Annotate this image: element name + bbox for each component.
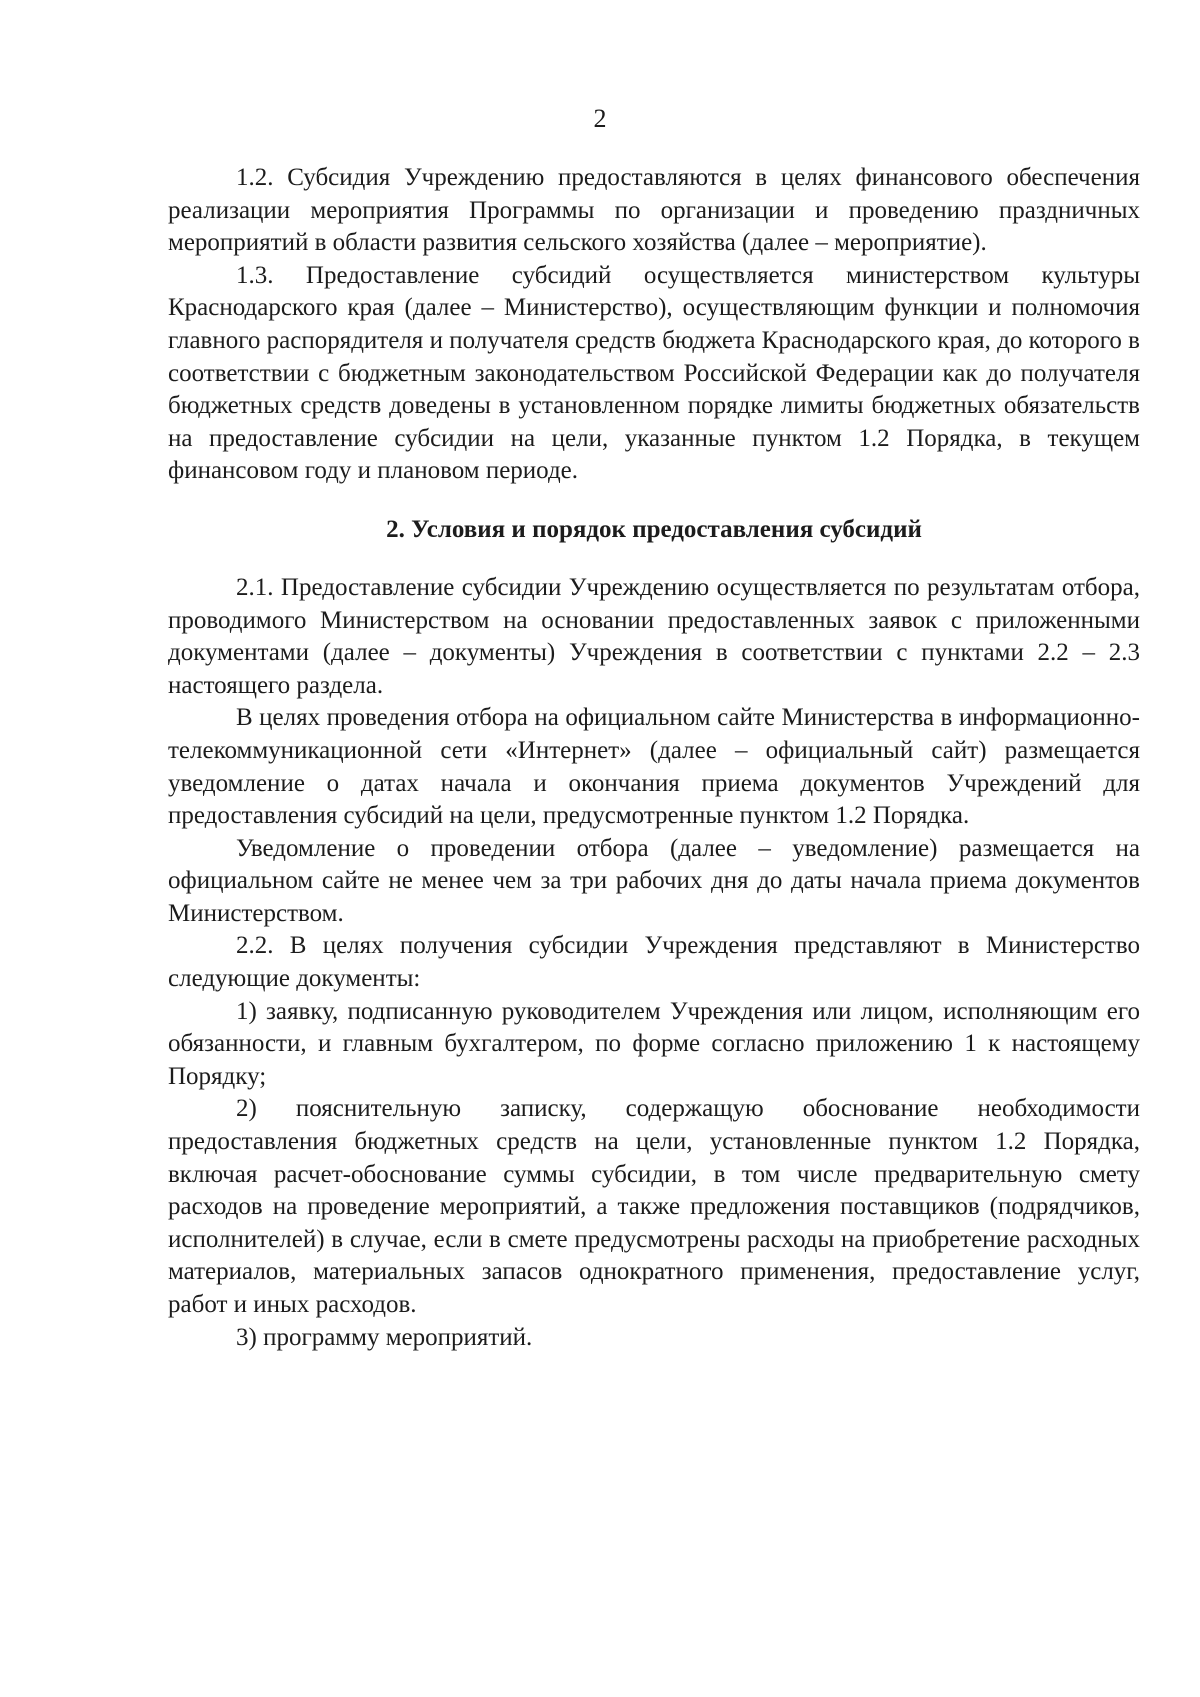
paragraph-2-2: 2.2. В целях получения субсидии Учреждения представляют в Министерство следующие документы:	[168, 932, 1140, 993]
list-item-3: 3) программу мероприятий.	[236, 1323, 533, 1351]
paragraph-2-1: 2.1. Предоставление субсидии Учреждению осуществляется по результатам отбора, проводимого Министерством на основании предоставленных заявок с приложенными документами (далее – документы) Учреждения в соответствии с пунктами 2.2 – 2.3 настоящего раздела.	[168, 573, 1140, 699]
paragraph-notice-timing: Уведомление о проведении отбора (далее – уведомление) размещается на официальном сайте не менее чем за три рабочих дня до даты начала приема документов Министерством.	[168, 834, 1140, 927]
list-item-2: 2) пояснительную записку, содержащую обоснование необходимости предоставления бюджетных средств на цели, установленные пунктом 1.2 Порядка, включая расчет-обоснование суммы субсидии, в том числе предварительную смету расходов на проведение мероприятий, а также предложения поставщиков (подрядчиков, исполнителей) в случае, если в смете предусмотрены расходы на приобретение расходных материалов, материальных запасов однократного применения, предоставление услуг, работ и иных расходов.	[168, 1095, 1140, 1318]
paragraph-1-2: 1.2. Субсидия Учреждению предоставляются в целях финансового обеспечения реализации мероприятия Программы по организации и проведению праздничных мероприятий в области развития сельского хозяйства (далее – мероприятие).	[168, 164, 1140, 257]
list-item-1: 1) заявку, подписанную руководителем Учреждения или лицом, исполняющим его обязанности, и главным бухгалтером, по форме согласно приложению 1 к настоящему Порядку;	[168, 997, 1140, 1090]
section-title: 2. Условия и порядок предоставления субсидий	[386, 515, 922, 543]
paragraph-selection-notice: В целях проведения отбора на официальном сайте Министерства в информационно-телекоммуникационной сети «Интернет» (далее – официальный сайт) размещается уведомление о датах начала и окончания приема документов Учреждений для предоставления субсидий на цели, предусмотренные пунктом 1.2 Порядка.	[168, 704, 1140, 830]
paragraph-1-3: 1.3. Предоставление субсидий осуществляется министерством культуры Краснодарского края (далее – Министерство), осуществляющим функции и полномочия главного распорядителя и получателя средств бюджета Краснодарского края, до которого в соответствии с бюджетным законодательством Российской Федерации как до получателя бюджетных средств доведены в установленном порядке лимиты бюджетных обязательств на предоставление субсидии на цели, указанные пунктом 1.2 Порядка, в текущем финансовом году и плановом периоде.	[168, 261, 1140, 485]
document-body	[168, 162, 1140, 1354]
page-number: 2	[593, 104, 607, 133]
